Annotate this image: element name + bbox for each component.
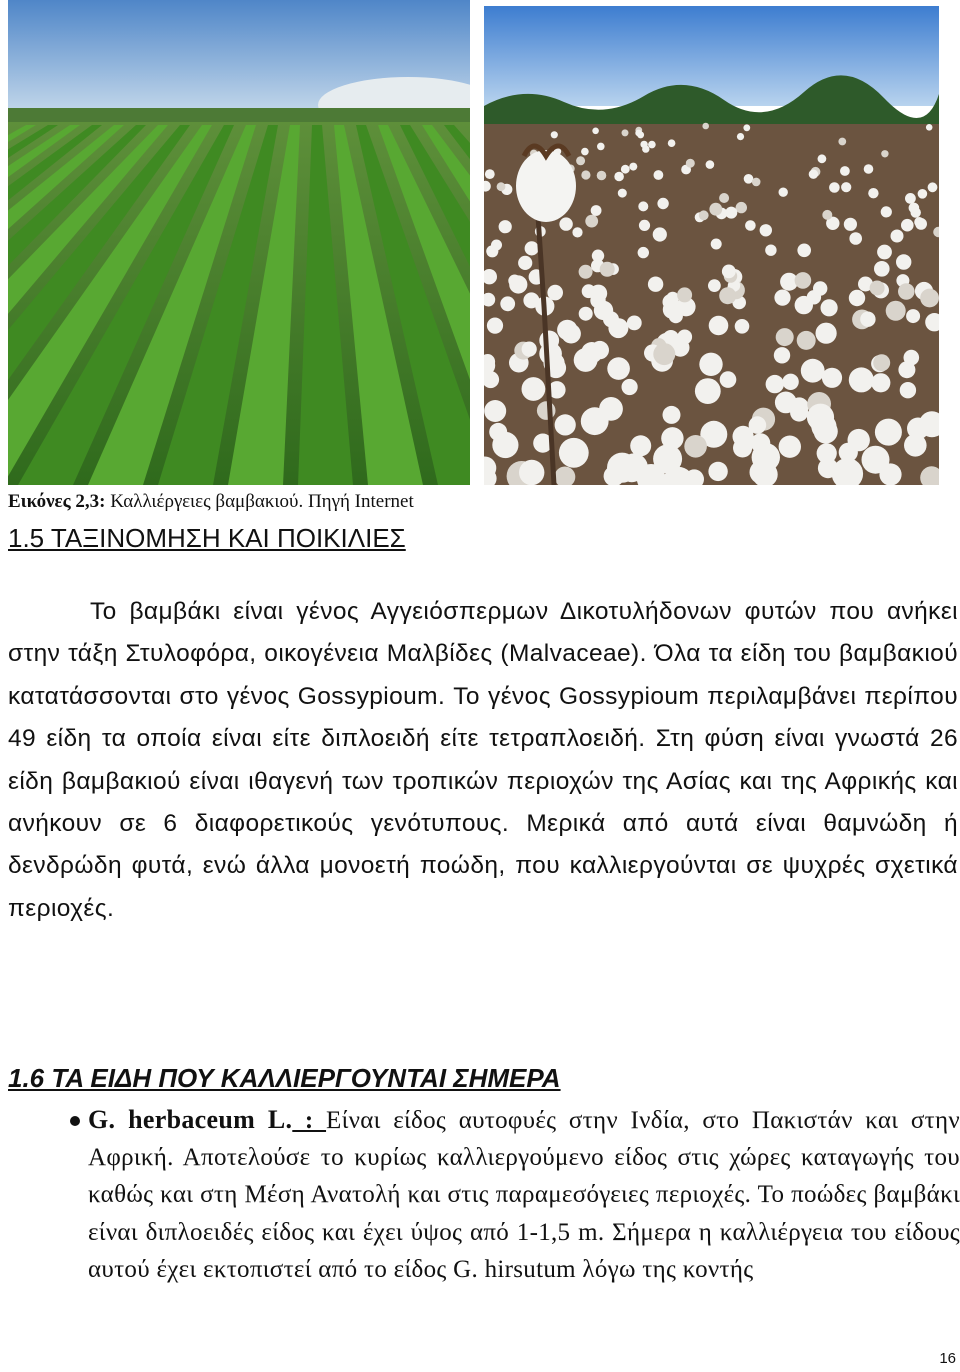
species-term: G. herbaceum L. <box>88 1105 293 1134</box>
cotton-field-green-photo <box>8 0 470 485</box>
bullet-paragraph <box>88 1101 960 1288</box>
bullet-list-item <box>70 1101 960 1288</box>
caption-text: Καλλιέργειες βαμβακιού. Πηγή Internet <box>105 491 414 512</box>
section-heading-1-5: 1.5 ΤΑΞΙΝΟΜΗΣΗ ΚΑΙ ΠΟΙΚΙΛΙΕΣ <box>8 523 406 553</box>
page-number: 16 <box>939 1350 956 1367</box>
bullet-icon <box>70 1116 80 1126</box>
caption-label: Εικόνες 2,3: <box>8 491 106 512</box>
species-description: Είναι είδος αυτοφυές στην Ινδία, στο Πακιστάν και στην Αφρική. Αποτελούσε το κυρίως καλλιεργούμενο είδος στις χώρες καταγωγής του καθώς και στη Μέση Ανατολή και στις παραμεσόγειες περιοχές. Το ποώδες βαμβάκι είναι διπλοειδές είδος και έχει ύψος από 1-1,5 m. Σήμερα η καλλιέργεια του είδους αυτού έχει εκτοπιστεί από το είδος G. hirsutum λόγω της κοντής <box>88 1107 960 1283</box>
section-heading-1-6: 1.6 ΤΑ ΕΙΔΗ ΠΟΥ ΚΑΛΛΙΕΡΓΟΥΝΤΑΙ ΣΗΜΕΡΑ <box>8 1063 561 1093</box>
cotton-field-bolls-photo <box>484 6 939 485</box>
figure-caption <box>8 490 948 514</box>
term-separator: : <box>292 1107 327 1134</box>
section-paragraph: Το βαμβάκι είναι γένος Αγγειόσπερμων Δικοτυλήδονων φυτών που ανήκει στην τάξη Στυλοφόρα, οικογένεια Μαλβίδες (Malvaceae). Όλα τα είδη του βαμβακιού κατατάσσονται στο γένος Gossypioum. Το γένος Gossypioum περιλαμβάνει περίπου 49 είδη τα οποία είναι είτε διπλοειδή είτε τετραπλοειδή. Στη φύση είναι γνωστά 26 είδη βαμβακιού είναι ιθαγενή των τροπικών περιοχών της Ασίας και της Αφρικής και ανήκουν σε 6 διαφορετικούς γενότυπους. Μερικά από αυτά είναι θαμνώδη ή δενδρώδη φυτά, ενώ άλλα μονοετή ποώδη, που καλλιεργούνται σε ψυχρές σχετικά περιοχές. <box>8 598 958 922</box>
